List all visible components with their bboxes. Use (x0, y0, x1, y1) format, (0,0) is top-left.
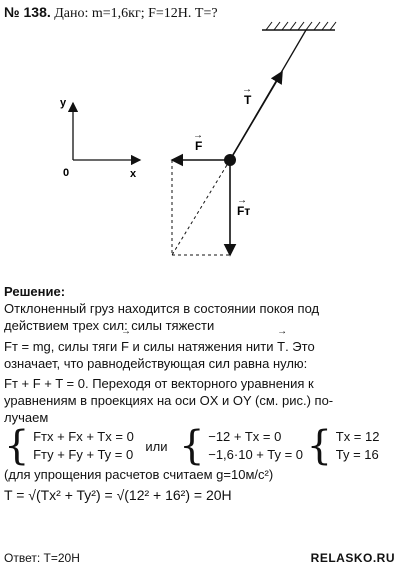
vector-sum: Fт + F + T = 0 (4, 376, 85, 391)
solution-text: , силы тяги (50, 339, 118, 354)
solution-line: действием трех сил: силы тяжести (4, 318, 215, 333)
solution-line (4, 338, 397, 355)
equation-systems (4, 423, 397, 469)
ceiling (262, 22, 336, 30)
force-f-arrow-mark: → (193, 130, 203, 141)
force-diagram (0, 0, 401, 270)
tension-vector (230, 72, 282, 160)
origin-label: 0 (63, 167, 70, 179)
answer: Ответ: Т=20Н (4, 551, 80, 565)
system-row: Fту + Fy + Ty = 0 (33, 447, 134, 462)
f-symbol: → F (121, 338, 129, 355)
left-brace: { (306, 423, 333, 469)
note: (для упрощения расчетов считаем g=10м/c²) (4, 467, 274, 482)
system-2 (208, 428, 303, 464)
system-row: Fтх + Fx + Tx = 0 (33, 429, 134, 444)
system-row: Ty = 16 (335, 447, 379, 462)
mass-ball (224, 154, 236, 166)
solution-line: лучаем (4, 410, 49, 425)
final-formula: T = √(Tx² + Ty²) = √(12² + 16²) = 20Н (4, 487, 232, 503)
solution-line (4, 375, 397, 392)
solution (4, 283, 397, 504)
tension-label: T (244, 93, 252, 107)
t-symbol: → T (277, 338, 285, 355)
solution-line: означает, что равнодействующая сил равна нулю: (4, 356, 308, 371)
x-axis-label: x (130, 168, 137, 180)
solution-line: уравнениям в проекциях на оси OX и OY (см. рис.) по- (4, 393, 334, 408)
or-word: или (145, 438, 168, 454)
tension-arrow-mark: → (242, 84, 252, 95)
system-3 (336, 428, 380, 464)
problem-number: № 138. (4, 4, 51, 20)
system-1 (33, 428, 134, 464)
system-row: Tx = 12 (335, 429, 380, 444)
left-brace: { (179, 423, 205, 469)
system-row: −1,6·10 + Ty = 0 (208, 447, 304, 462)
force-f-label: F (195, 139, 203, 153)
solution-text: . Переходя от векторного уравнения к (84, 376, 314, 391)
solution-text: и силы натяжения нити (132, 339, 274, 354)
system-row: −12 + Tx = 0 (208, 429, 282, 444)
left-brace: { (4, 423, 30, 469)
axes (60, 97, 140, 180)
watermark: RELASKO.RU (310, 551, 395, 565)
solution-line: Отклоненный груз находится в состоянии покоя под (4, 301, 320, 316)
gravity-label: Fт (237, 204, 251, 218)
solution-title: Решение: (4, 284, 66, 299)
problem-given: Дано: m=1,6кг; F=12Н. Т=? (54, 6, 218, 21)
y-axis-label: y (60, 97, 67, 109)
gravity-formula: Fт = mg (4, 339, 51, 354)
solution-text: . Это (285, 339, 315, 354)
resultant-construction (172, 160, 230, 255)
gravity-arrow-mark: → (237, 195, 247, 206)
